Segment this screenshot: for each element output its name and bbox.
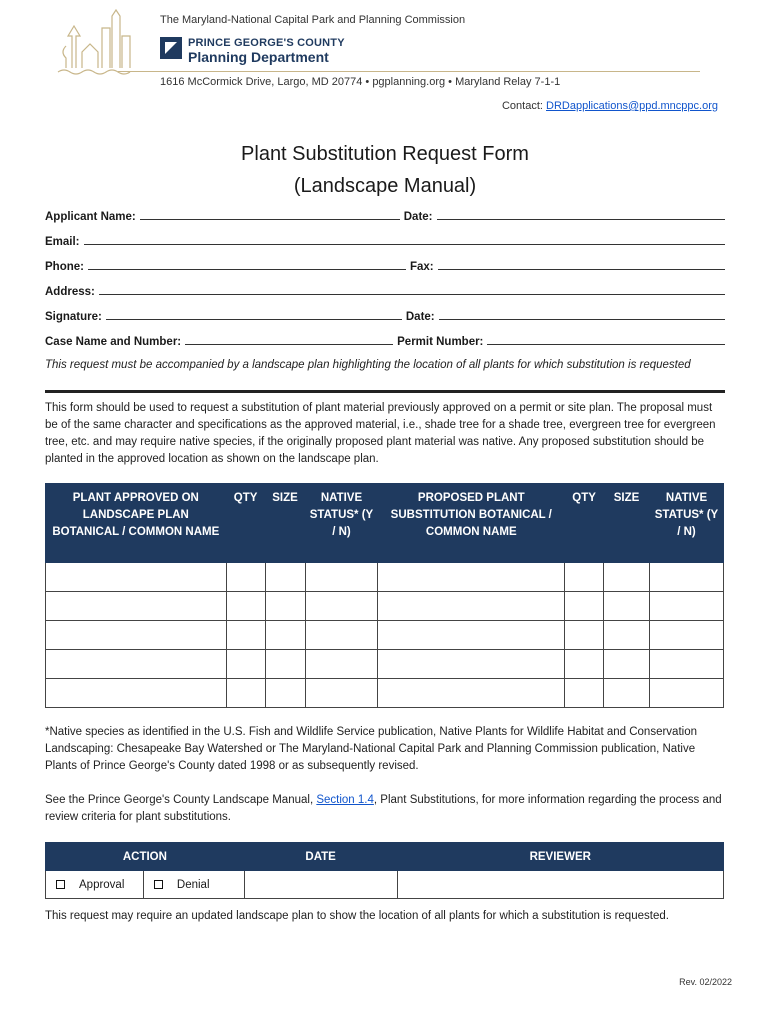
table-cell[interactable] (305, 650, 378, 679)
address-label: Address: (45, 286, 95, 298)
review-date-header: DATE (244, 843, 397, 871)
table-cell[interactable] (604, 592, 650, 621)
applicant-row (45, 205, 725, 223)
signature-row (45, 305, 725, 323)
permit-number-label: Permit Number: (397, 336, 484, 348)
table-cell[interactable] (378, 563, 565, 592)
action-header-row (46, 843, 724, 871)
table-cell[interactable] (650, 679, 724, 708)
table-cell[interactable] (378, 621, 565, 650)
action-header: ACTION (46, 843, 245, 871)
department-name: Planning Department (188, 49, 329, 65)
phone-label: Phone: (45, 261, 84, 273)
form-subtitle: (Landscape Manual) (293, 175, 477, 197)
approval-label: Approval (79, 878, 125, 891)
table-cell[interactable] (305, 621, 378, 650)
approval-option[interactable] (46, 871, 144, 899)
address-field[interactable] (99, 283, 725, 295)
proposed-qty-header: QTY (565, 484, 604, 563)
landscape-plan-note: This request must be accompanied by a landscape plan highlighting the location of all plants for which substitution is requested (45, 359, 691, 371)
case-row (45, 330, 725, 348)
table-row (46, 621, 724, 650)
contact-email-link[interactable]: DRDapplications@ppd.mncppc.org (546, 100, 718, 112)
denial-checkbox[interactable] (154, 880, 163, 889)
fax-field[interactable] (438, 258, 725, 270)
table-cell[interactable] (565, 621, 604, 650)
pgc-logo-icon (160, 37, 182, 59)
table-cell[interactable] (265, 650, 305, 679)
plant-substitution-table (45, 483, 724, 708)
table-cell[interactable] (46, 621, 227, 650)
header-divider (118, 71, 700, 72)
table-cell[interactable] (226, 621, 265, 650)
date-field[interactable] (437, 208, 725, 220)
table-cell[interactable] (226, 650, 265, 679)
table-row (46, 679, 724, 708)
denial-option[interactable] (143, 871, 244, 899)
table-cell[interactable] (604, 650, 650, 679)
phone-row (45, 255, 725, 273)
approved-plant-header: PLANT APPROVED ON LANDSCAPE PLAN BOTANICAL / COMMON NAME (46, 484, 227, 563)
manual-note-after: , Plant Substitutions, for more information regarding the process and review criteria for plant substitutions. (45, 794, 722, 823)
email-row (45, 230, 725, 248)
commission-name: The Maryland-National Capital Park and Planning Commission (160, 14, 466, 26)
table-cell[interactable] (226, 679, 265, 708)
applicant-name-label: Applicant Name: (45, 211, 136, 223)
denial-label: Denial (176, 878, 210, 891)
review-action-table (45, 842, 724, 899)
table-cell[interactable] (226, 563, 265, 592)
approval-checkbox[interactable] (56, 880, 65, 889)
contact-label: Contact: (501, 100, 547, 112)
permit-number-field[interactable] (487, 333, 725, 345)
applicant-name-field[interactable] (140, 208, 400, 220)
table-cell[interactable] (604, 563, 650, 592)
table-cell[interactable] (565, 650, 604, 679)
approved-qty-header: QTY (226, 484, 265, 563)
action-row (46, 871, 724, 899)
email-field[interactable] (84, 233, 725, 245)
table-cell[interactable] (378, 592, 565, 621)
review-date-cell[interactable] (244, 871, 397, 899)
phone-field[interactable] (88, 258, 406, 270)
table-cell[interactable] (46, 679, 227, 708)
landscape-manual-note (45, 792, 725, 826)
table-cell[interactable] (265, 563, 305, 592)
table-row (46, 650, 724, 679)
table-cell[interactable] (650, 621, 724, 650)
table-cell[interactable] (604, 679, 650, 708)
table-cell[interactable] (650, 650, 724, 679)
table-row (46, 563, 724, 592)
table-cell[interactable] (46, 592, 227, 621)
intro-paragraph: This form should be used to request a substitution of plant material previously approved on a permit or site plan. The proposal must be of the same character and specifications as the approved material, i.e., shade tree for a shade tree, evergreen tree for evergreen tree, etc. and may require native species, if the originally proposed plant material was native. Any proposed substitution should be planted in the approved location as shown on the landscape plan. (45, 402, 716, 465)
header-address: 1616 McCormick Drive, Largo, MD 20774 • pgplanning.org • Maryland Relay 7-1-1 (160, 76, 561, 88)
table-row (46, 592, 724, 621)
table-cell[interactable] (565, 563, 604, 592)
proposed-plant-header: PROPOSED PLANT SUBSTITUTION BOTANICAL / COMMON NAME (378, 484, 565, 563)
table-cell[interactable] (265, 592, 305, 621)
section-divider (45, 390, 725, 393)
form-title: Plant Substitution Request Form (241, 143, 529, 165)
signature-field[interactable] (106, 308, 402, 320)
table-cell[interactable] (378, 650, 565, 679)
table-cell[interactable] (650, 563, 724, 592)
address-row (45, 280, 725, 298)
contact-line (502, 100, 718, 112)
table-cell[interactable] (305, 592, 378, 621)
fax-label: Fax: (409, 261, 434, 273)
case-name-label: Case Name and Number: (45, 336, 182, 348)
case-name-field[interactable] (185, 333, 393, 345)
table-cell[interactable] (305, 563, 378, 592)
signature-date-label: Date: (405, 311, 435, 323)
signature-date-field[interactable] (439, 308, 725, 320)
date-label: Date: (403, 211, 433, 223)
table-cell[interactable] (226, 592, 265, 621)
table-cell[interactable] (46, 650, 227, 679)
table-header-row (46, 484, 724, 563)
table-cell[interactable] (565, 592, 604, 621)
table-cell[interactable] (265, 679, 305, 708)
table-cell[interactable] (265, 621, 305, 650)
table-cell[interactable] (305, 679, 378, 708)
table-cell[interactable] (604, 621, 650, 650)
table-cell[interactable] (378, 679, 565, 708)
table-cell[interactable] (46, 563, 227, 592)
reviewer-header: REVIEWER (397, 843, 724, 871)
email-label: Email: (45, 236, 80, 248)
letterhead (0, 0, 770, 120)
table-cell[interactable] (650, 592, 724, 621)
approved-native-header: NATIVE STATUS* (Y / N) (305, 484, 378, 563)
skyline-logo-icon (52, 6, 152, 76)
revision-label: Rev. 02/2022 (679, 977, 732, 987)
native-species-note: *Native species as identified in the U.S. Fish and Wildlife Service publication, Native Plants for Wildlife Habitat and Conservation Landscaping: Chesapeake Bay Watershed or The Maryland-National Capital Park and Planning Commission publication, Native Plants of Prince George's County dated 1998 or as subsequently revised. (45, 726, 697, 772)
proposed-size-header: SIZE (604, 484, 650, 563)
reviewer-cell[interactable] (397, 871, 724, 899)
county-name: PRINCE GEORGE'S COUNTY (188, 37, 345, 49)
table-cell[interactable] (565, 679, 604, 708)
section-1-4-link[interactable]: Section 1.4 (316, 794, 374, 806)
signature-label: Signature: (45, 311, 102, 323)
footer-note: This request may require an updated landscape plan to show the location of all plants for which a substitution is requested. (45, 910, 669, 922)
proposed-native-header: NATIVE STATUS* (Y / N) (650, 484, 724, 563)
approved-size-header: SIZE (265, 484, 305, 563)
manual-note-before: See the Prince George's County Landscape Manual, (45, 794, 317, 806)
